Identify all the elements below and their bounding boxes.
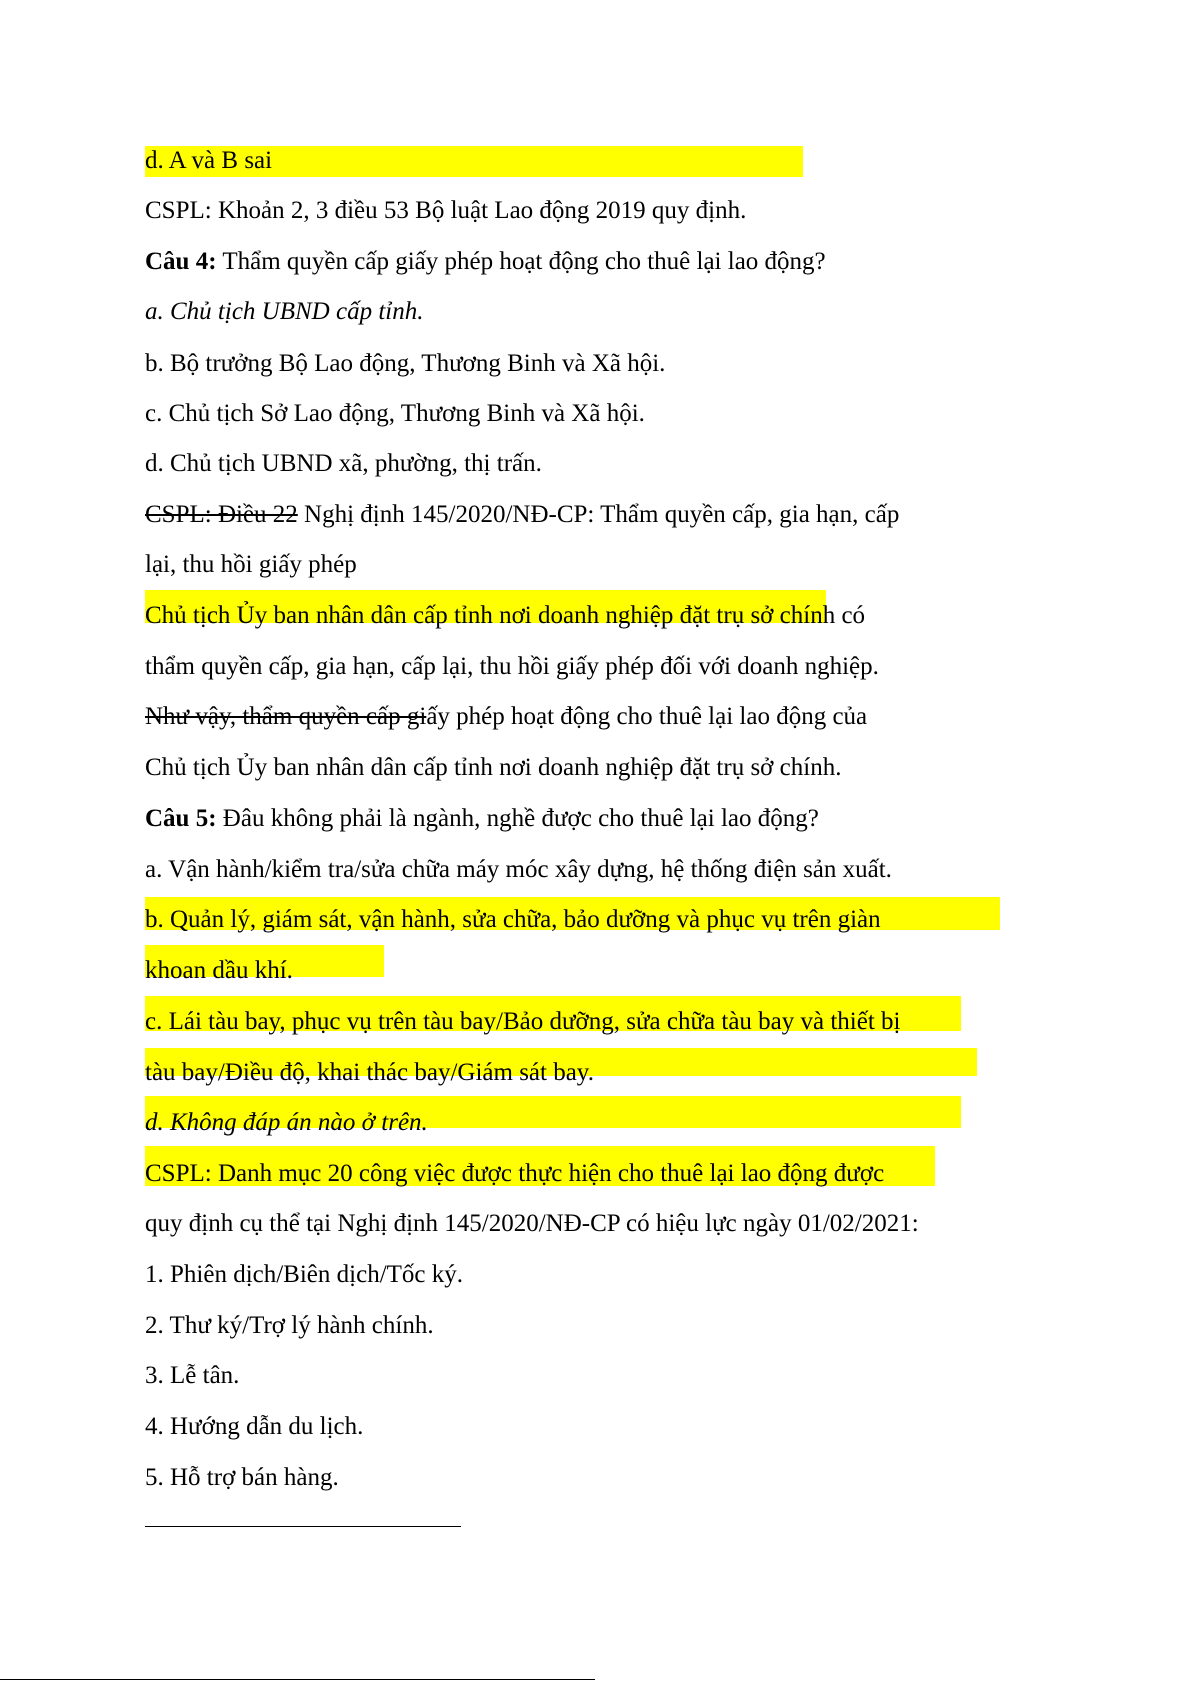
q4-option-c: c. Chủ tịch Sở Lao động, Thương Binh và Xã hội. — [145, 400, 645, 427]
question-5 — [145, 803, 819, 835]
q4-option-a: a. Chủ tịch UBND cấp tỉnh. — [145, 298, 424, 325]
job-list-item-1: 1. Phiên dịch/Biên dịch/Tốc ký. — [145, 1261, 464, 1288]
q4-conclusion-struck: Như vậy, thẩm quyền cấp gi — [145, 703, 427, 730]
q4-option-b: b. Bộ trưởng Bộ Lao động, Thương Binh và Xã hội. — [145, 350, 666, 377]
q4-conclusion-line2: Chủ tịch Ủy ban nhân dân cấp tỉnh nơi doanh nghiệp đặt trụ sở chính. — [145, 754, 842, 781]
q5-option-c-line1: c. Lái tàu bay, phục vụ trên tàu bay/Bảo dưỡng, sửa chữa tàu bay và thiết bị — [145, 1008, 901, 1035]
q5-option-a: a. Vận hành/kiểm tra/sửa chữa máy móc xây dựng, hệ thống điện sản xuất. — [145, 856, 892, 883]
q4-legal-basis-text: Nghị định 145/2020/NĐ-CP: Thẩm quyền cấp, gia hạn, cấp — [297, 501, 900, 528]
q4-conclusion-line1 — [145, 701, 867, 733]
q4-legal-basis — [145, 499, 899, 531]
question-4-text: Thẩm quyền cấp giấy phép hoạt động cho thuê lại lao động? — [216, 248, 826, 275]
q5-option-b-line2: khoan dầu khí. — [145, 957, 293, 984]
q4-authority-line1: Chủ tịch Ủy ban nhân dân cấp tỉnh nơi doanh nghiệp đặt trụ sở chính có — [145, 602, 866, 629]
job-list-item-5: 5. Hỗ trợ bán hàng. — [145, 1464, 339, 1491]
q5-option-d: d. Không đáp án nào ở trên. — [145, 1109, 428, 1136]
footnote-separator — [145, 1526, 461, 1527]
q5-option-c-line2: tàu bay/Điều độ, khai thác bay/Giám sát bay. — [145, 1059, 594, 1086]
question-5-text: Đâu không phải là ngành, nghề được cho thuê lại lao động? — [216, 805, 819, 832]
q5-legal-basis-line2: quy định cụ thể tại Nghị định 145/2020/NĐ-CP có hiệu lực ngày 01/02/2021: — [145, 1210, 919, 1237]
page-bottom-rule — [0, 1679, 595, 1680]
question-5-label: Câu 5: — [145, 805, 217, 832]
job-list-item-4: 4. Hướng dẫn du lịch. — [145, 1413, 364, 1440]
job-list-item-2: 2. Thư ký/Trợ lý hành chính. — [145, 1312, 434, 1339]
q4-authority-line2: thẩm quyền cấp, gia hạn, cấp lại, thu hồi giấy phép đối với doanh nghiệp. — [145, 653, 879, 680]
q3-answer-d: d. A và B sai — [145, 147, 273, 174]
question-4 — [145, 246, 826, 278]
job-list-item-3: 3. Lễ tân. — [145, 1362, 240, 1389]
q5-option-b-line1: b. Quản lý, giám sát, vận hành, sửa chữa, bảo dưỡng và phục vụ trên giàn — [145, 906, 881, 933]
q4-conclusion-text: ấy phép hoạt động cho thuê lại lao động của — [426, 703, 868, 730]
q4-option-d: d. Chủ tịch UBND xã, phường, thị trấn. — [145, 450, 542, 477]
q4-legal-basis-cont: lại, thu hồi giấy phép — [145, 551, 357, 578]
q4-legal-basis-struck: CSPL: Điều 22 — [145, 501, 298, 528]
q5-legal-basis-line1: CSPL: Danh mục 20 công việc được thực hiện cho thuê lại lao động được — [145, 1160, 885, 1187]
question-4-label: Câu 4: — [145, 248, 217, 275]
q3-legal-basis: CSPL: Khoản 2, 3 điều 53 Bộ luật Lao động 2019 quy định. — [145, 197, 747, 224]
